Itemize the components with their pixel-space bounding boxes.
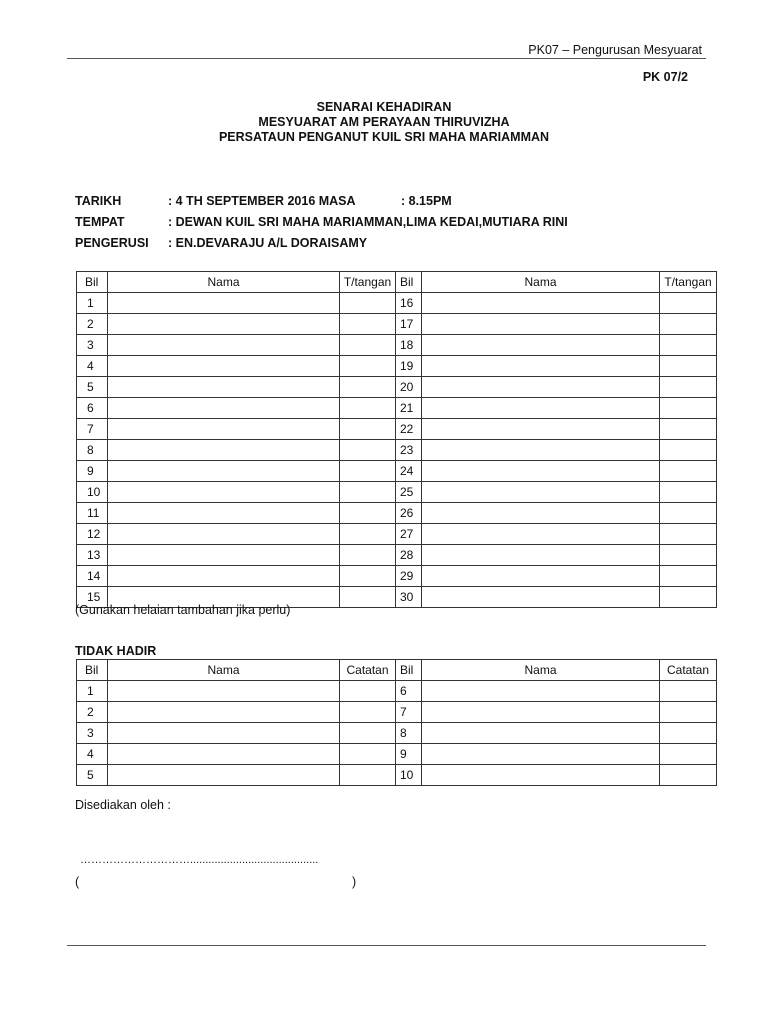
note-cell[interactable] xyxy=(660,723,717,744)
note-cell[interactable] xyxy=(660,744,717,765)
nama-cell[interactable] xyxy=(422,419,660,440)
bil-cell: 15 xyxy=(77,587,108,608)
bil-cell: 12 xyxy=(77,524,108,545)
masa-value: : 8.15PM xyxy=(401,194,452,208)
nama-cell[interactable] xyxy=(108,482,340,503)
attendance-row xyxy=(77,524,717,545)
nama-cell[interactable] xyxy=(422,587,660,608)
nama-cell[interactable] xyxy=(108,503,340,524)
bil-cell: 28 xyxy=(396,545,422,566)
nama-cell[interactable] xyxy=(108,419,340,440)
attendance-row xyxy=(77,398,717,419)
absent-row xyxy=(77,681,717,702)
bil-cell: 9 xyxy=(396,744,422,765)
note-cell[interactable] xyxy=(660,681,717,702)
nama-cell[interactable] xyxy=(422,440,660,461)
title-line-2: MESYUARAT AM PERAYAAN THIRUVIZHA xyxy=(258,115,510,129)
note-cell[interactable] xyxy=(340,702,396,723)
nama-cell[interactable] xyxy=(422,524,660,545)
absent-header-row xyxy=(77,660,717,681)
signature-cell[interactable] xyxy=(340,419,396,440)
signature-cell[interactable] xyxy=(660,482,717,503)
column-header: Bil xyxy=(396,272,422,293)
absent-row xyxy=(77,702,717,723)
nama-cell[interactable] xyxy=(422,702,660,723)
signature-cell[interactable] xyxy=(340,293,396,314)
bil-cell: 5 xyxy=(77,377,108,398)
bil-cell: 1 xyxy=(77,681,108,702)
nama-cell[interactable] xyxy=(422,723,660,744)
bil-cell: 18 xyxy=(396,335,422,356)
signature-line: ………………………….......................................... xyxy=(80,854,319,866)
bil-cell: 1 xyxy=(77,293,108,314)
column-header: Bil xyxy=(396,660,422,681)
nama-cell[interactable] xyxy=(422,314,660,335)
attendance-header-row xyxy=(77,272,717,293)
column-header: Catatan xyxy=(660,660,717,681)
attendance-row xyxy=(77,419,717,440)
bil-cell: 7 xyxy=(77,419,108,440)
bil-cell: 8 xyxy=(396,723,422,744)
signature-cell[interactable] xyxy=(340,314,396,335)
signature-cell[interactable] xyxy=(660,419,717,440)
bil-cell: 25 xyxy=(396,482,422,503)
bil-cell: 22 xyxy=(396,419,422,440)
bil-cell: 5 xyxy=(77,765,108,786)
column-header: Nama xyxy=(108,272,340,293)
form-code: PK 07/2 xyxy=(642,70,688,84)
nama-cell[interactable] xyxy=(422,335,660,356)
absent-table xyxy=(76,659,717,786)
bil-cell: 3 xyxy=(77,335,108,356)
signature-cell[interactable] xyxy=(340,461,396,482)
tempat-label: TEMPAT xyxy=(75,215,125,229)
nama-cell[interactable] xyxy=(422,681,660,702)
attendance-row xyxy=(77,356,717,377)
pengerusi-label: PENGERUSI xyxy=(75,236,149,250)
column-header: T/tangan xyxy=(660,272,717,293)
bil-cell: 26 xyxy=(396,503,422,524)
bil-cell: 21 xyxy=(396,398,422,419)
nama-cell[interactable] xyxy=(422,293,660,314)
column-header: Nama xyxy=(422,272,660,293)
bil-cell: 9 xyxy=(77,461,108,482)
tarikh-value: : 4 TH SEPTEMBER 2016 MASA xyxy=(168,194,356,208)
attendance-row xyxy=(77,335,717,356)
signature-cell[interactable] xyxy=(660,440,717,461)
signature-cell[interactable] xyxy=(660,356,717,377)
nama-cell[interactable] xyxy=(422,765,660,786)
nama-cell[interactable] xyxy=(422,482,660,503)
signature-cell[interactable] xyxy=(340,398,396,419)
attendance-row xyxy=(77,461,717,482)
nama-cell[interactable] xyxy=(108,524,340,545)
bil-cell: 24 xyxy=(396,461,422,482)
nama-cell[interactable] xyxy=(108,765,340,786)
bil-cell: 30 xyxy=(396,587,422,608)
signature-cell[interactable] xyxy=(340,482,396,503)
bil-cell: 13 xyxy=(77,545,108,566)
pengerusi-value: : EN.DEVARAJU A/L DORAISAMY xyxy=(168,236,368,250)
signature-cell[interactable] xyxy=(660,461,717,482)
bil-cell: 23 xyxy=(396,440,422,461)
bil-cell: 20 xyxy=(396,377,422,398)
header-rule xyxy=(67,58,706,59)
nama-cell[interactable] xyxy=(422,398,660,419)
attendance-row xyxy=(77,293,717,314)
attendance-row xyxy=(77,314,717,335)
signature-cell[interactable] xyxy=(340,440,396,461)
attendance-row xyxy=(77,566,717,587)
nama-cell[interactable] xyxy=(422,461,660,482)
bil-cell: 29 xyxy=(396,566,422,587)
bil-cell: 10 xyxy=(396,765,422,786)
signature-cell[interactable] xyxy=(660,335,717,356)
absent-row xyxy=(77,723,717,744)
nama-cell[interactable] xyxy=(108,744,340,765)
note-cell[interactable] xyxy=(660,765,717,786)
absent-row xyxy=(77,744,717,765)
bil-cell: 14 xyxy=(77,566,108,587)
nama-cell[interactable] xyxy=(422,744,660,765)
nama-cell[interactable] xyxy=(108,723,340,744)
signature-cell[interactable] xyxy=(660,314,717,335)
nama-cell[interactable] xyxy=(108,681,340,702)
title-line-1: SENARAI KEHADIRAN xyxy=(316,100,452,114)
tarikh-label: TARIKH xyxy=(75,194,122,208)
signature-cell[interactable] xyxy=(340,587,396,608)
bil-cell: 6 xyxy=(396,681,422,702)
absent-section-title: TIDAK HADIR xyxy=(75,644,157,658)
column-header: Catatan xyxy=(340,660,396,681)
attendance-row xyxy=(77,545,717,566)
bil-cell: 3 xyxy=(77,723,108,744)
bil-cell: 17 xyxy=(396,314,422,335)
bil-cell: 4 xyxy=(77,744,108,765)
header-text: PK07 – Pengurusan Mesyuarat xyxy=(528,43,702,57)
bil-cell: 27 xyxy=(396,524,422,545)
name-close-paren: ) xyxy=(352,875,357,889)
absent-row xyxy=(77,765,717,786)
bil-cell: 6 xyxy=(77,398,108,419)
bil-cell: 11 xyxy=(77,503,108,524)
signature-cell[interactable] xyxy=(660,377,717,398)
nama-cell[interactable] xyxy=(108,377,340,398)
signature-cell[interactable] xyxy=(660,503,717,524)
signature-cell[interactable] xyxy=(660,398,717,419)
note-cell[interactable] xyxy=(340,765,396,786)
signature-cell[interactable] xyxy=(340,545,396,566)
attendance-row xyxy=(77,377,717,398)
signature-cell[interactable] xyxy=(340,524,396,545)
bil-cell: 2 xyxy=(77,702,108,723)
signature-cell[interactable] xyxy=(660,293,717,314)
bil-cell: 2 xyxy=(77,314,108,335)
nama-cell[interactable] xyxy=(108,293,340,314)
column-header: Bil xyxy=(77,272,108,293)
signature-cell[interactable] xyxy=(660,587,717,608)
signature-cell[interactable] xyxy=(340,503,396,524)
nama-cell[interactable] xyxy=(108,398,340,419)
bil-cell: 16 xyxy=(396,293,422,314)
column-header: Bil xyxy=(77,660,108,681)
attendance-row xyxy=(77,482,717,503)
nama-cell[interactable] xyxy=(108,314,340,335)
footer-rule xyxy=(67,945,706,946)
nama-cell[interactable] xyxy=(108,566,340,587)
signature-cell[interactable] xyxy=(340,335,396,356)
attendance-row xyxy=(77,440,717,461)
prepared-by-label: Disediakan oleh : xyxy=(75,798,171,812)
name-open-paren: ( xyxy=(75,875,80,889)
bil-cell: 8 xyxy=(77,440,108,461)
nama-cell[interactable] xyxy=(108,335,340,356)
signature-cell[interactable] xyxy=(660,566,717,587)
nama-cell[interactable] xyxy=(422,377,660,398)
nama-cell[interactable] xyxy=(108,545,340,566)
bil-cell: 7 xyxy=(396,702,422,723)
nama-cell[interactable] xyxy=(422,503,660,524)
nama-cell[interactable] xyxy=(422,356,660,377)
note-cell[interactable] xyxy=(340,681,396,702)
nama-cell[interactable] xyxy=(108,702,340,723)
title-line-3: PERSATAUN PENGANUT KUIL SRI MAHA MARIAMMAN xyxy=(218,130,550,144)
tempat-value: : DEWAN KUIL SRI MAHA MARIAMMAN,LIMA KEDAI,MUTIARA RINI xyxy=(168,215,568,229)
bil-cell: 4 xyxy=(77,356,108,377)
attendance-row xyxy=(77,503,717,524)
note-cell[interactable] xyxy=(340,744,396,765)
nama-cell[interactable] xyxy=(422,545,660,566)
bil-cell: 19 xyxy=(396,356,422,377)
nama-cell[interactable] xyxy=(422,566,660,587)
signature-cell[interactable] xyxy=(660,545,717,566)
signature-cell[interactable] xyxy=(340,566,396,587)
signature-cell[interactable] xyxy=(340,377,396,398)
attendance-table xyxy=(76,271,717,608)
bil-cell: 10 xyxy=(77,482,108,503)
column-header: T/tangan xyxy=(340,272,396,293)
note-cell[interactable] xyxy=(340,723,396,744)
signature-cell[interactable] xyxy=(660,524,717,545)
nama-cell[interactable] xyxy=(108,440,340,461)
nama-cell[interactable] xyxy=(108,461,340,482)
signature-cell[interactable] xyxy=(340,356,396,377)
nama-cell[interactable] xyxy=(108,356,340,377)
note-cell[interactable] xyxy=(660,702,717,723)
column-header: Nama xyxy=(422,660,660,681)
document-title xyxy=(0,100,768,145)
column-header: Nama xyxy=(108,660,340,681)
attendance-note: (Gunakan helaian tambahan jika perlu) xyxy=(75,603,291,617)
